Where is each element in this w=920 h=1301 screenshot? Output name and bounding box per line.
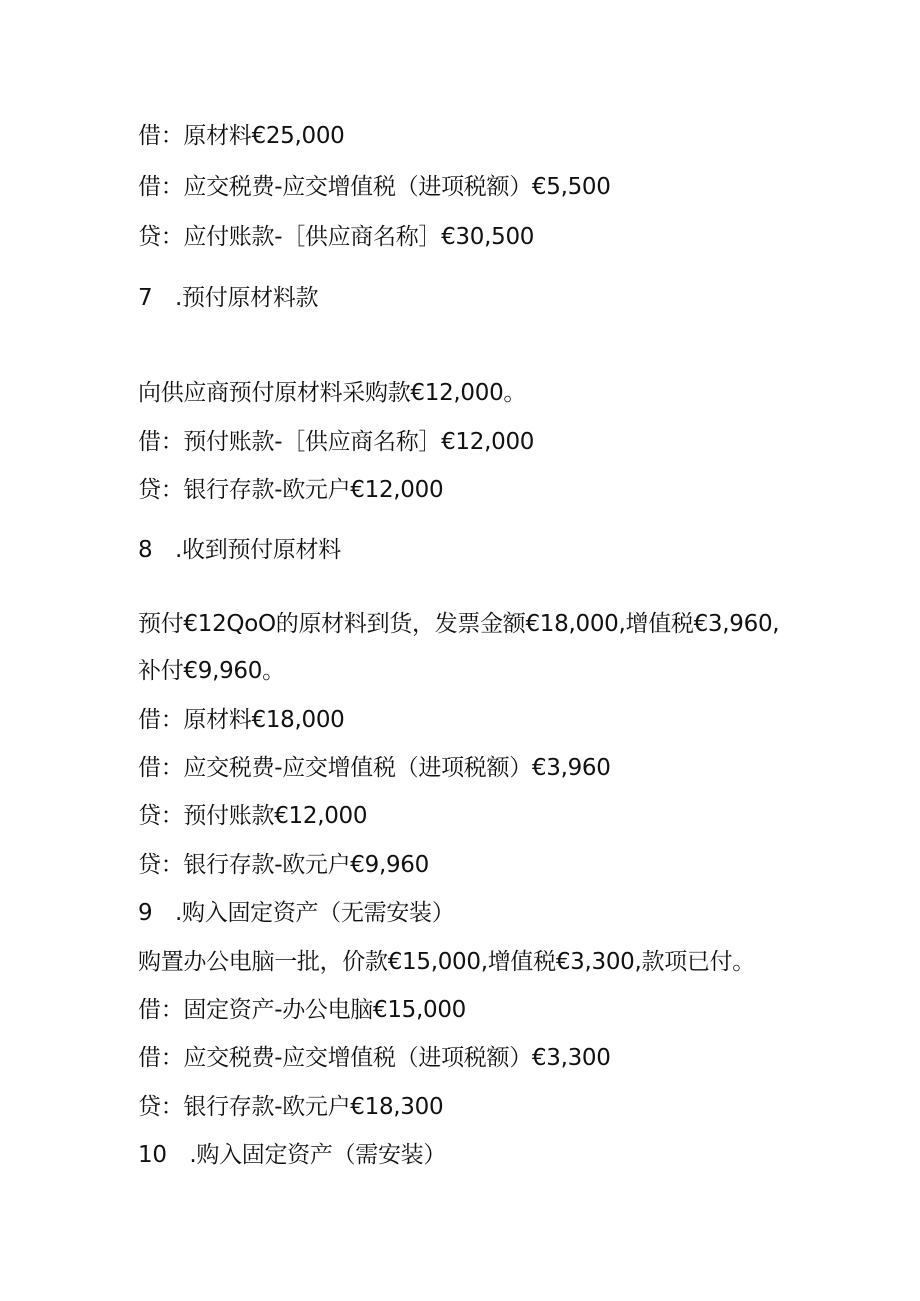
paragraph-prepay-description: 向供应商预付原材料采购款€12,000。: [138, 380, 527, 406]
entry-credit-bank-deposit-2: 贷：银行存款-欧元户€9,960: [138, 852, 429, 878]
entry-debit-fixed-assets: 借：固定资产-办公电脑€15,000: [138, 997, 467, 1023]
entry-debit-input-vat: 借：应交税费-应交增值税（进项税额）€5,500: [138, 174, 611, 200]
paragraph-receipt-description: 预付€12QoO的原材料到货，发票金额€18,000,增值税€3,960,: [138, 611, 780, 637]
section-heading-8: 8 .收到预付原材料: [138, 537, 341, 563]
entry-credit-prepayments: 贷：预付账款€12,000: [138, 803, 368, 829]
section-heading-10: 10 .购入固定资产（需安装）: [138, 1142, 447, 1168]
entry-credit-bank-deposit-3: 贷：银行存款-欧元户€18,300: [138, 1094, 444, 1120]
entry-debit-raw-materials-2: 借：原材料€18,000: [138, 707, 345, 733]
entry-credit-accounts-payable: 贷：应付账款-［供应商名称］€30,500: [138, 224, 535, 250]
entry-debit-input-vat-3: 借：应交税费-应交增值税（进项税额）€3,300: [138, 1045, 611, 1071]
entry-debit-prepayments: 借：预付账款-［供应商名称］€12,000: [138, 429, 535, 455]
section-heading-9: 9 .购入固定资产（无需安装）: [138, 900, 455, 926]
entry-credit-bank-deposit: 贷：银行存款-欧元户€12,000: [138, 477, 444, 503]
paragraph-receipt-description-cont: 补付€9,960。: [138, 658, 285, 684]
entry-debit-input-vat-2: 借：应交税费-应交增值税（进项税额）€3,960: [138, 755, 611, 781]
entry-debit-raw-materials: 借：原材料€25,000: [138, 123, 345, 149]
paragraph-fixed-asset-description: 购置办公电脑一批，价款€15,000,增值税€3,300,款项已付。: [138, 949, 756, 975]
section-heading-7: 7 .预付原材料款: [138, 285, 319, 311]
